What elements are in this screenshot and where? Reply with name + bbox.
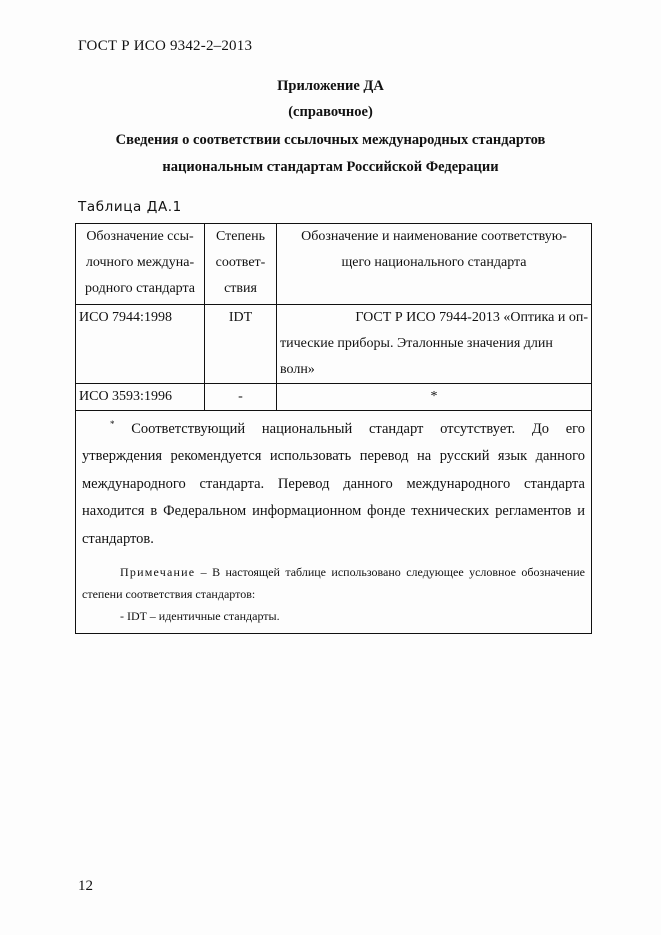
appendix-heading-line2: национальным стандартам Российской Федерации <box>162 159 499 175</box>
cell-degree: IDT <box>205 305 277 384</box>
footnote: * Соответствующий национальный стандарт отсутствует. До его утверждения рекомендуется использовать перевод на русский язык данного международного стандарта. Перевод данного международного стандарта находится в Федеральном информационном фонде технических регламентов и стандартов. <box>82 419 586 547</box>
page-number: 12 <box>78 878 93 894</box>
table-header-row <box>76 224 592 305</box>
cell-intl: ИСО 7944:1998 <box>76 305 205 384</box>
table-caption: Таблица ДА.1 <box>78 199 182 215</box>
note-item: - IDT – идентичные стандарты. <box>120 609 280 624</box>
cell-national: * <box>277 384 592 411</box>
footnote-cell <box>76 411 592 634</box>
header-intl-standard: Обозначение ссы- лочного междуна- родного стандарта <box>76 224 205 305</box>
cell-degree: - <box>205 384 277 411</box>
header-degree: Степень соответ- ствия <box>205 224 277 305</box>
appendix-heading-line1: Сведения о соответствии ссылочных международных стандартов <box>115 132 546 148</box>
correspondence-table <box>75 223 592 634</box>
table-row <box>76 384 592 411</box>
appendix-title: Приложение ДА <box>277 78 384 94</box>
table-note: Примечание – В настоящей таблице использовано следующее условное обозначение степени соответствия стандартов: <box>82 565 585 602</box>
header-national-standard: Обозначение и наименование соответствую- щего национального стандарта <box>277 224 592 305</box>
table-row <box>76 305 592 384</box>
cell-national: ГОСТ Р ИСО 7944-2013 «Оптика и оп- тические приборы. Эталонные значения длин волн» <box>277 305 592 384</box>
table-footer-row <box>76 411 592 634</box>
document-id: ГОСТ Р ИСО 9342-2–2013 <box>78 38 253 54</box>
appendix-type: (справочное) <box>288 104 373 120</box>
cell-intl: ИСО 3593:1996 <box>76 384 205 411</box>
